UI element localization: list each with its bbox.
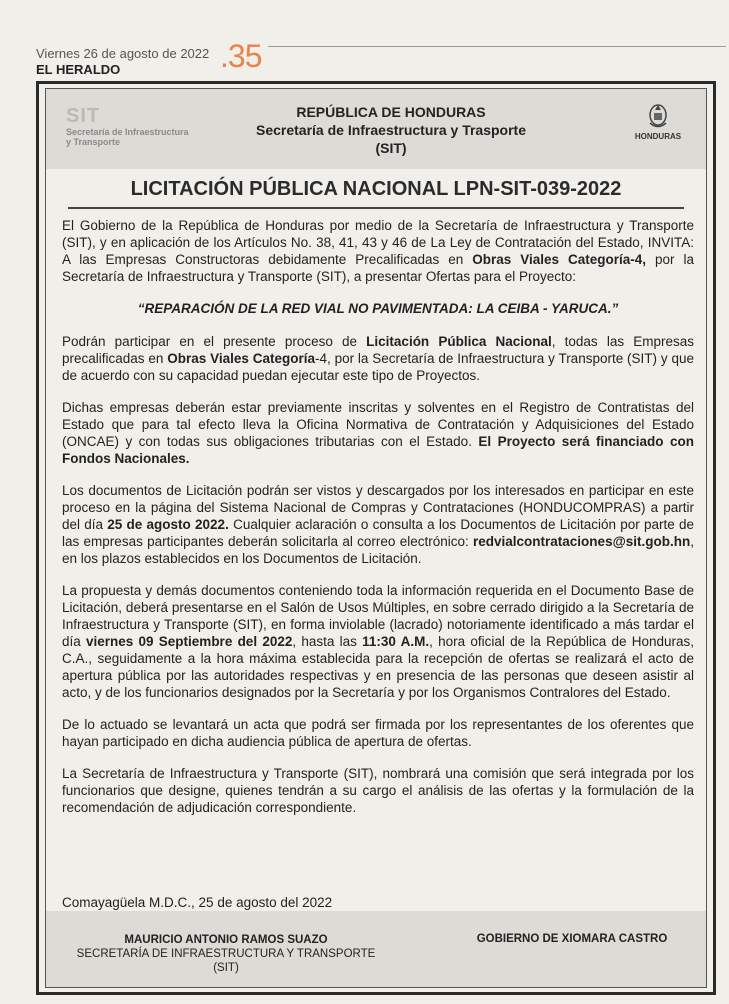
- sit-logo-line2: y Transporte: [66, 137, 121, 147]
- government-name: GOBIERNO DE XIOMARA CASTRO: [476, 933, 668, 945]
- paragraph-eligibility: Podrán participar en el presente proceso de Licitación Pública Nacional, todas las Empresas precalificadas en Obras Viales Categoría-4, por la Secretaría de Infraestructura y Transporte (SIT) y que de acuerdo con su capacidad puedan ejecutar este tipo de Proyectos.: [62, 334, 695, 383]
- signatory-role: SECRETARÍA DE INFRAESTRUCTURA Y TRANSPORTE: [76, 948, 376, 960]
- paragraph-submission: La propuesta y demás documentos conteniendo toda la información requerida en el Documento Base de Licitación, deberá presentarse en el Salón de Usos Múltiples, en sobre cerrado dirigido a la Secretaría de Infraestructura y Transporte (SIT), en forma inviolable (lacrado) notoriamente identificado a más tardar el día viernes 09 Septiembre del 2022, hasta las 11:30 A.M., hora oficial de la República de Honduras, C.A., seguidamente a la hora máxima establecida para la recepción de ofertas se realizará el acto de apertura pública por las autoridades respectivas y en presencia de las personas que deseen asistir al acto, y de los funcionarios designados por la Secretaría y por los Organismos Contralores del Estado.: [62, 583, 694, 700]
- honduras-logo: [628, 101, 688, 141]
- ministry-acronym: (SIT): [375, 140, 407, 156]
- notice-frame: [36, 81, 716, 995]
- title-rule: [68, 207, 684, 209]
- honduras-logo-text: HONDURAS: [634, 132, 682, 141]
- newspaper-name: EL HERALDO: [36, 62, 121, 77]
- paragraph-commission: La Secretaría de Infraestructura y Transporte (SIT), nombrará una comisión que será integrada por los funcionarios que designe, quienes tendrán a su cargo el análisis de las ofertas y la formulación de la recomendación de adjudicación correspondiente.: [62, 766, 694, 815]
- notice-inner-frame: [45, 88, 707, 988]
- issuer-block: [226, 103, 556, 157]
- contact-email: redvialcontrataciones@sit.gob.hn: [473, 534, 691, 549]
- masthead: [36, 38, 696, 82]
- notice-body: [62, 217, 694, 831]
- paragraph-registration: Dichas empresas deberán estar previamente inscritas y solventes en el Registro de Contratistas del Estado que para tal efecto lleva la Oficina Normativa de Contratación y Adquisiciones del Estado (ONCAE) y con todas sus obligaciones tributarias con el Estado. El Proyecto será financiado con Fondos Nacionales.: [62, 400, 694, 466]
- sit-logo: [66, 105, 236, 155]
- coat-of-arms-icon: [645, 101, 671, 131]
- sit-logo-mark: SIT: [66, 105, 101, 127]
- sit-logo-line1: Secretaría de Infraestructura: [66, 127, 189, 137]
- notice-header: [46, 89, 706, 169]
- masthead-rule: [268, 46, 726, 47]
- paragraph-documents: Los documentos de Licitación podrán ser vistos y descargados por los interesados en participar en este proceso en la página del Sistema Nacional de Compras y Contrataciones (HONDUCOMPRAS) a partir del día 25 de agosto 2022. Cualquier aclaración o consulta a los Documentos de Licitación por parte de las empresas participantes deberán solicitarla al correo electrónico: redvialcontrataciones@sit.gob.hn, en los plazos establecidos en los Documentos de Licitación.: [62, 483, 695, 566]
- issue-date: Viernes 26 de agosto de 2022: [36, 46, 210, 61]
- ministry-name: Secretaría de Infraestructura y Trasporte: [255, 122, 526, 138]
- paragraph-invitation: El Gobierno de la República de Honduras por medio de la Secretaría de Infraestructura y Transporte (SIT), y en aplicación de los Artículos No. 38, 41, 43 y 46 de La Ley de Contratación del Estado, INVITA: A las Empresas Constructoras debidamente Precalificadas en Obras Viales Categoría-4, por la Secretaría de Infraestructura y Transporte (SIT), a presentar Ofertas para el Proyecto:: [62, 218, 694, 284]
- place-and-date: Comayagüela M.D.C., 25 de agosto del 2022: [62, 895, 333, 910]
- signatory-org: (SIT): [213, 962, 239, 974]
- paragraph-minutes: De lo actuado se levantará un acta que podrá ser firmada por los representantes de los oferentes que hayan participado en dicha audiencia pública de apertura de ofertas.: [62, 717, 694, 749]
- signatory-block: [56, 933, 396, 975]
- page-number: .35: [220, 38, 262, 74]
- signatory-name: MAURICIO ANTONIO RAMOS SUAZO: [124, 934, 328, 946]
- project-name: “REPARACIÓN DE LA RED VIAL NO PAVIMENTADA: LA CEIBA - YARUCA.”: [137, 301, 619, 316]
- country-name: REPÚBLICA DE HONDURAS: [296, 104, 486, 120]
- notice-title: LICITACIÓN PÚBLICA NACIONAL LPN-SIT-039-2022: [130, 178, 622, 200]
- signature-footer: [46, 911, 706, 987]
